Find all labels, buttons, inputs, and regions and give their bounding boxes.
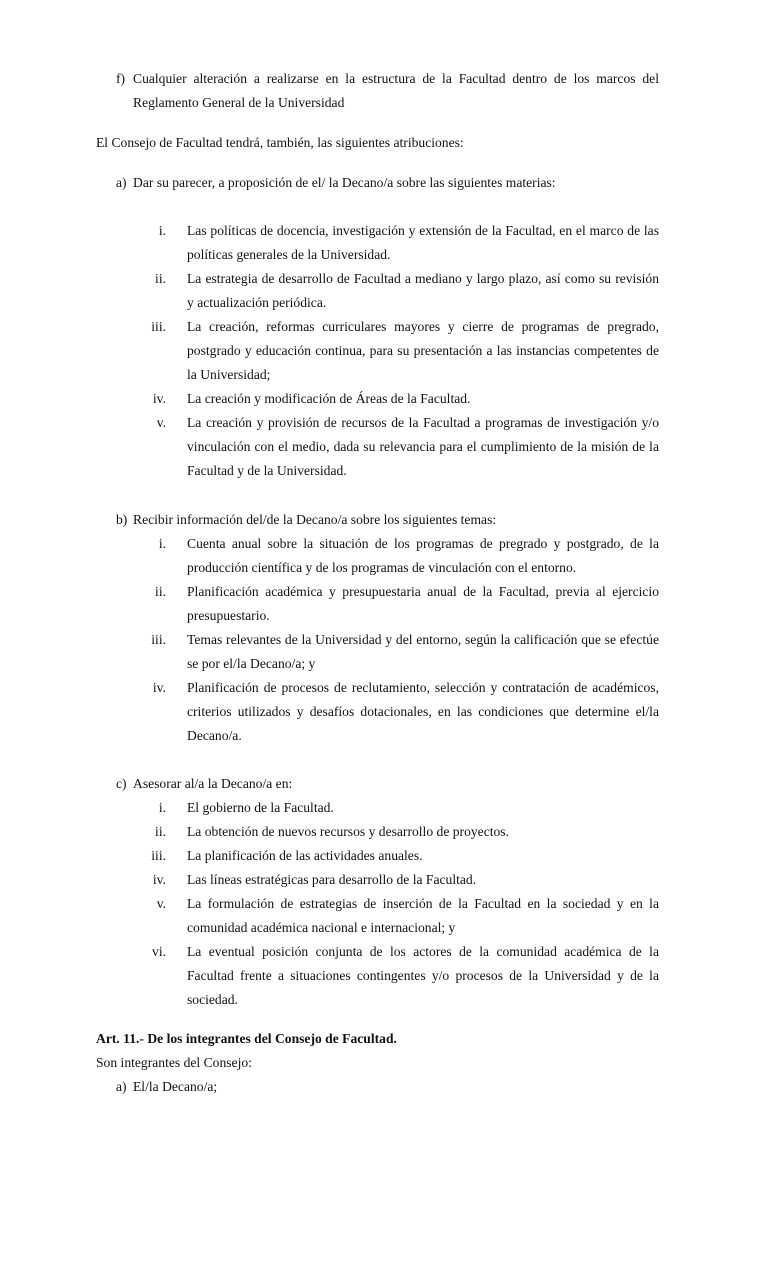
section-a-heading: Dar su parecer, a proposición de el/ la Decano/a sobre las siguientes materias: [133,175,556,190]
list-item: Las políticas de docencia, investigación y extensión de la Facultad, en el marco de las políticas generales de la Universidad. [187,223,659,262]
list-item: Planificación de procesos de reclutamiento, selección y contratación de académicos, criterios utilizados y desafíos dotacionales, en las condiciones que determine el/la Decano/a. [187,680,659,743]
section-b-label: b) [116,512,128,527]
list-item-number: vi. [152,944,166,959]
article-heading: Art. 11.- De los integrantes del Consejo de Facultad. [96,1031,397,1046]
list-item: La creación y modificación de Áreas de la Facultad. [187,391,471,406]
list-item-number: v. [156,896,166,911]
list-item-number: iv. [152,680,166,695]
list-item: La creación, reformas curriculares mayores y cierre de programas de pregrado, postgrado y educación continua, para su presentación a las instancias competentes de la Universidad; [187,319,659,382]
list-item: El gobierno de la Facultad. [187,800,334,815]
intro-paragraph: El Consejo de Facultad tendrá, también, las siguientes atribuciones: [96,135,464,150]
article-item-a-label: a) [116,1079,127,1094]
article-intro: Son integrantes del Consejo: [96,1055,252,1070]
list-item: Las líneas estratégicas para desarrollo de la Facultad. [187,872,477,887]
list-item-number: ii. [155,271,166,286]
list-item: La obtención de nuevos recursos y desarrollo de proyectos. [187,824,509,839]
section-c-label: c) [116,776,127,791]
item-f-label: f) [116,71,126,86]
list-item: La creación y provisión de recursos de la Facultad a programas de investigación y/o vinculación con el medio, dada su relevancia para el cumplimiento de la misión de la Facultad y de la Universidad. [187,415,659,478]
list-item-number: iv. [152,391,166,406]
list-item-number: ii. [155,584,166,599]
list-item: La planificación de las actividades anuales. [187,848,423,863]
list-item-number: ii. [155,824,166,839]
list-item-number: i. [158,536,166,551]
article-item-a-text: El/la Decano/a; [133,1079,218,1094]
list-item-number: iii. [151,319,166,334]
list-item-number: iii. [151,848,166,863]
list-item: La estrategia de desarrollo de Facultad a mediano y largo plazo, así como su revisión y actualización periódica. [187,271,659,310]
item-f-text: Cualquier alteración a realizarse en la estructura de la Facultad dentro de los marcos del Reglamento General de la Universidad [133,71,659,110]
list-item: La eventual posición conjunta de los actores de la comunidad académica de la Facultad frente a situaciones contingentes y/o procesos de la Universidad y de la sociedad. [187,944,659,1007]
section-a-label: a) [116,175,127,190]
list-item: Cuenta anual sobre la situación de los programas de pregrado y postgrado, de la producción científica y de los programas de vinculación con el entorno. [187,536,659,575]
section-b-heading: Recibir información del/de la Decano/a sobre los siguientes temas: [133,512,497,527]
list-item-number: iii. [151,632,166,647]
list-item: Planificación académica y presupuestaria anual de la Facultad, previa al ejercicio presupuestario. [187,584,659,623]
section-c-heading: Asesorar al/a la Decano/a en: [133,776,293,791]
list-item-number: v. [156,415,166,430]
list-item-number: i. [158,800,166,815]
list-item: Temas relevantes de la Universidad y del entorno, según la calificación que se efectúe se por el/la Decano/a; y [187,632,659,671]
list-item-number: iv. [152,872,166,887]
list-item: La formulación de estrategias de inserción de la Facultad en la sociedad y en la comunidad académica nacional e internacional; y [187,896,659,935]
list-item-number: i. [158,223,166,238]
